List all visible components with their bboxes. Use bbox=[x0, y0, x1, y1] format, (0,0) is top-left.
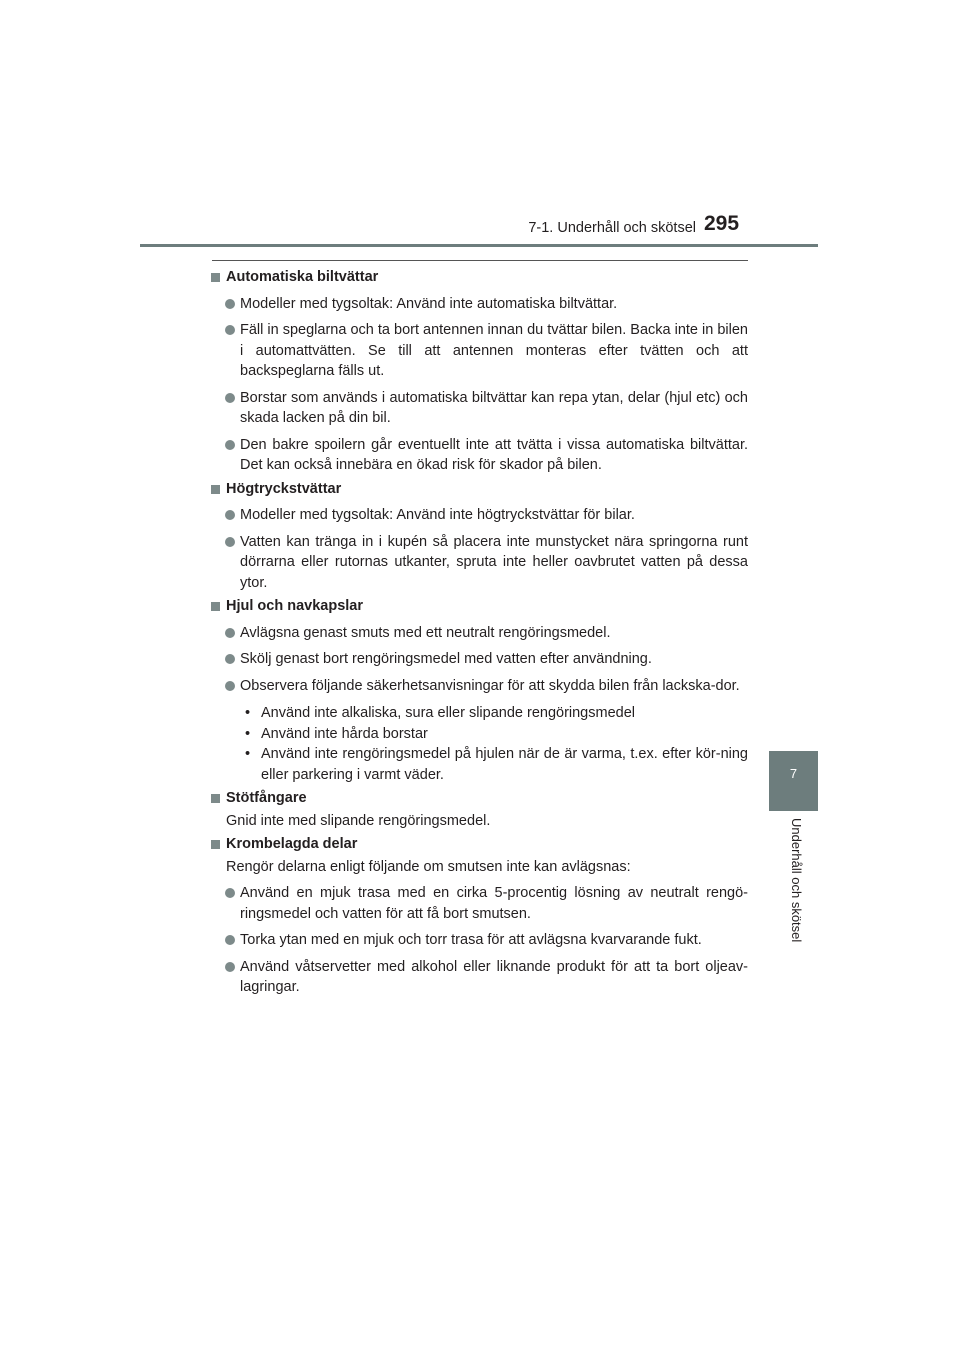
sub-bullet-icon: • bbox=[245, 725, 251, 742]
list-item bbox=[211, 649, 748, 670]
list-item bbox=[211, 676, 748, 697]
section-text: Rengör delarna enligt följande om smutsen inte kan avlägsnas: bbox=[226, 858, 631, 875]
bullet-icon bbox=[225, 537, 235, 547]
list-item bbox=[211, 388, 748, 429]
sub-list-item-text: Använd inte rengöringsmedel på hjulen när de är varma, t.ex. efter kör-ning eller parkering i varmt väder. bbox=[261, 746, 748, 783]
list-item bbox=[211, 532, 748, 594]
section-header: 7-1. Underhåll och skötsel bbox=[528, 220, 696, 236]
sub-bullet-icon: • bbox=[245, 746, 251, 762]
section-pressure-washers bbox=[211, 479, 748, 500]
bullet-icon bbox=[225, 628, 235, 638]
list-item-text: Använd våtservetter med alkohol eller liknande produkt för att ta bort oljeav-lagringar. bbox=[240, 958, 748, 995]
list-item bbox=[211, 294, 748, 315]
list-item-text: Skölj genast bort rengöringsmedel med vatten efter användning. bbox=[240, 651, 652, 667]
content bbox=[211, 264, 748, 998]
section-bumpers bbox=[211, 788, 748, 831]
list-item-text: Använd en mjuk trasa med en cirka 5-procentig lösning av neutralt rengö-ringsmedel och vatten för att få bort smutsen. bbox=[240, 885, 748, 922]
bullet-icon bbox=[225, 654, 235, 664]
chapter-tab bbox=[769, 751, 818, 811]
bullet-icon bbox=[225, 299, 235, 309]
sub-bullet-icon: • bbox=[245, 705, 251, 721]
list-item bbox=[211, 435, 748, 476]
chapter-label: Underhåll och skötsel bbox=[789, 818, 804, 943]
list-item-text: Torka ytan med en mjuk och torr trasa för att avlägsna kvarvarande fukt. bbox=[240, 932, 702, 948]
sub-list-item bbox=[240, 744, 748, 785]
list-item bbox=[211, 883, 748, 924]
bullet-icon bbox=[225, 888, 235, 898]
list-item bbox=[211, 623, 748, 644]
list-item-text: Borstar som används i automatiska biltvättar kan repa ytan, delar (hjul etc) och skada lacken på din bil. bbox=[240, 389, 748, 426]
bullet-icon bbox=[225, 681, 235, 691]
header-rule bbox=[140, 244, 818, 247]
section-title: Krombelagda delar bbox=[226, 836, 358, 852]
list-item-text: Den bakre spoilern går eventuellt inte att tvätta i vissa automatiska biltvättar. Det kan också innebära en ökad risk för skador på bilen. bbox=[240, 436, 748, 473]
section-marker-icon bbox=[211, 273, 220, 282]
section-marker-icon bbox=[211, 485, 220, 494]
section-chrome-parts bbox=[211, 834, 748, 877]
page-number: 295 bbox=[704, 212, 740, 235]
bullet-icon bbox=[225, 440, 235, 450]
bullet-icon bbox=[225, 935, 235, 945]
list-item bbox=[211, 320, 748, 382]
section-wheels bbox=[211, 596, 748, 617]
list-item-text: Fäll in speglarna och ta bort antennen innan du tvättar bilen. Backa inte in bilen i automattvätten. Se till att antennen monteras efter tvätten och att backspeglarna fälls ut. bbox=[240, 322, 748, 379]
list-item-text: Vatten kan tränga in i kupén så placera inte munstycket nära springorna runt dörrarna eller rutornas utkanter, spruta inte heller oavbrutet vatten på dessa ytor. bbox=[240, 533, 748, 591]
content-top-rule bbox=[212, 260, 748, 261]
list-item bbox=[211, 930, 748, 951]
list-item-text: Modeller med tygsoltak: Använd inte automatiska biltvättar. bbox=[240, 295, 618, 312]
list-item-text: Modeller med tygsoltak: Använd inte högtryckstvättar för bilar. bbox=[240, 507, 635, 523]
sub-list bbox=[211, 703, 748, 785]
section-text: Gnid inte med slipande rengöringsmedel. bbox=[226, 812, 491, 829]
sub-list-item-text: Använd inte hårda borstar bbox=[261, 725, 428, 742]
section-marker-icon bbox=[211, 840, 220, 849]
bullet-icon bbox=[225, 393, 235, 403]
list-item bbox=[211, 957, 748, 998]
list-item bbox=[211, 505, 748, 526]
section-marker-icon bbox=[211, 602, 220, 611]
section-marker-icon bbox=[211, 794, 220, 803]
sub-list-item bbox=[240, 703, 748, 724]
sub-list-item-text: Använd inte alkaliska, sura eller slipande rengöringsmedel bbox=[261, 705, 635, 721]
sub-list-item bbox=[240, 724, 748, 745]
bullet-icon bbox=[225, 510, 235, 520]
list-item-text: Avlägsna genast smuts med ett neutralt rengöringsmedel. bbox=[240, 624, 611, 641]
section-title: Högtryckstvättar bbox=[226, 480, 342, 497]
section-title: Automatiska biltvättar bbox=[226, 269, 379, 285]
section-automatic-car-wash bbox=[211, 267, 748, 288]
section-title: Stötfångare bbox=[226, 790, 307, 806]
chapter-number: 7 bbox=[789, 766, 798, 781]
bullet-icon bbox=[225, 962, 235, 972]
section-title: Hjul och navkapslar bbox=[226, 598, 363, 614]
bullet-icon bbox=[225, 325, 235, 335]
list-item-text: Observera följande säkerhetsanvisningar för att skydda bilen från lackska-dor. bbox=[240, 677, 740, 694]
